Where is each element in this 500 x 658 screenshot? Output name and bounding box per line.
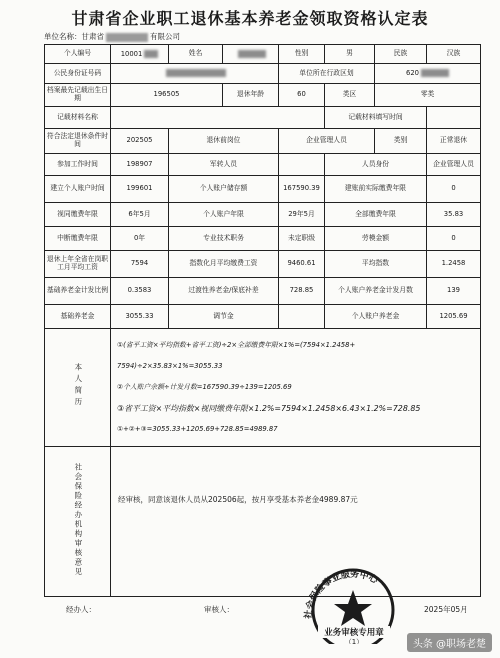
- redacted-block: [238, 50, 266, 58]
- handler-label: 经办人：: [66, 605, 96, 614]
- seal-number: （1）: [344, 638, 364, 644]
- review-cell: [111, 447, 481, 597]
- redacted-block: [421, 69, 449, 77]
- review-label: 社会保险经办机构审核意见: [73, 463, 83, 578]
- table-row: 建立个人账户时间 199601 个人账户储存额 167590.39 建账前实际缴费年限 0: [45, 176, 481, 203]
- table-row: 退休上年全省在岗职工月平均工资 7594 指数化月平均缴费工资 9460.61 平均指数 1.2458: [45, 251, 481, 278]
- redacted-block: [144, 50, 158, 58]
- table-row: [45, 329, 481, 447]
- redacted-block: [166, 69, 226, 77]
- official-seal: [300, 560, 406, 644]
- seal-inner-text: 业务审核专用章: [324, 628, 384, 638]
- review-date: 2025年05月: [424, 605, 468, 614]
- redacted-block: [106, 33, 148, 42]
- star-icon: [334, 590, 372, 626]
- review-opinion: 经审核，同意该退休人员从202506起，按月享受基本养老金4989.87元: [118, 495, 358, 504]
- table-row: 档案最先记载出生日期 196505 退休年龄 60 类区 零类: [45, 84, 481, 107]
- form-title: 甘肃省企业职工退休基本养老金领取资格认定表: [71, 9, 429, 28]
- table-row: 公民身份证号码 单位所在行政区划 620: [45, 64, 481, 84]
- watermark: 头条 @职场老楚: [407, 633, 492, 652]
- table-row: 基础养老金计发比例 0.3583 过渡性养老金/保底补差 728.85 个人账户养老金计发月数 139: [45, 278, 481, 305]
- unit-name: 单位名称：甘肃省 有限公司: [44, 32, 180, 41]
- table-row: 参加工作时间 198907 军转人员 人员身份 企业管理人员: [45, 154, 481, 176]
- handwritten-calculation: ①(省平工资×平均指数+省平工资)÷2×全部缴费年限×1%=(7594×1.2458+ 7594)÷2×35.83×1%=3055.33 ②个人账户余额÷计发月数=167590.39÷139=1205.69 ③省平工资×平均指数×视同缴费年限×1.2%=7594×1.2458×6.43×1.2%=728.85 ①+②+③=3055.33+1205.69+728.85=4989.87: [111, 329, 481, 447]
- table-row: 个人编号 10001 姓名 性别 男 民族 汉族: [45, 45, 481, 64]
- table-row: 记载材料名称 记载材料填写时间: [45, 107, 481, 129]
- table-row: [45, 447, 481, 597]
- checker-label: 审核人：: [204, 605, 234, 614]
- resume-label: 本人简历: [73, 363, 83, 410]
- table-row: 视同缴费年限 6年5月 个人账户年限 29年5月 全部缴费年限 35.83: [45, 203, 481, 227]
- qualification-table: [44, 44, 481, 597]
- table-row: 基础养老金 3055.33 调节金 个人账户养老金 1205.69: [45, 305, 481, 329]
- seal-outer-text: 社会保险事业服务中心: [303, 569, 380, 620]
- table-row: 中断缴费年限 0年 专业技术职务 未定职级 劳模金额 0: [45, 227, 481, 251]
- table-row: 符合法定退休条件时间 202505 退休前岗位 企业管理人员 类别 正常退休: [45, 129, 481, 154]
